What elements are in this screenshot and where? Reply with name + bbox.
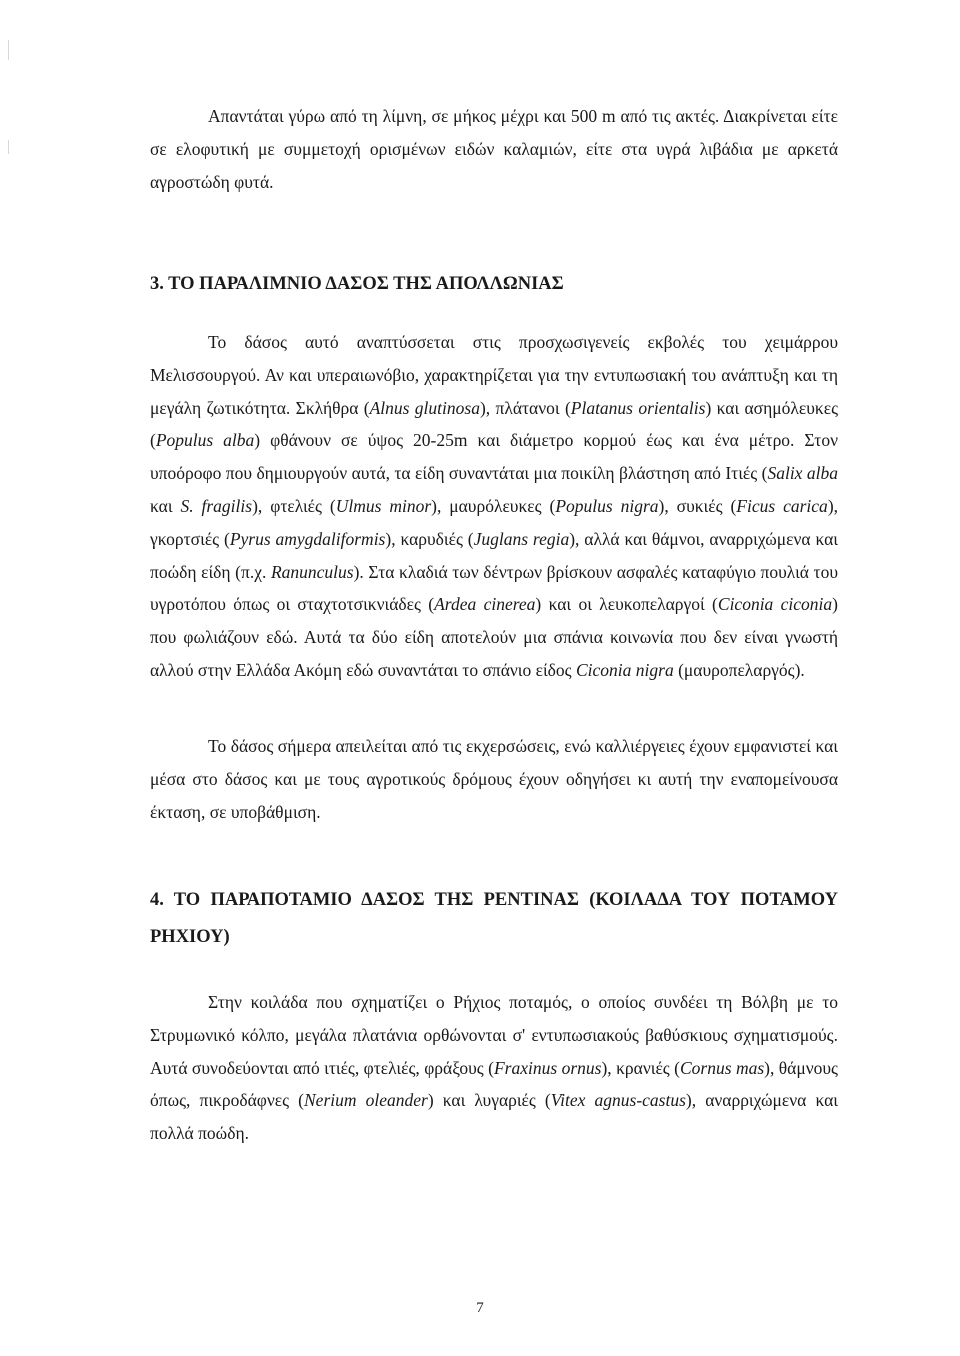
species-name: Platanus orientalis — [570, 397, 706, 418]
species-name: Ulmus minor — [335, 495, 432, 516]
scan-mark — [8, 140, 9, 154]
species-name: Ardea cinerea — [434, 594, 536, 615]
section-4-heading: 4. ΤΟ ΠΑΡΑΠΟΤΑΜΙΟ ΔΑΣΟΣ ΤΗΣ ΡΕΝΤΙΝΑΣ (ΚΟΙΛΑΔΑ ΤΟΥ ΠΟΤΑΜΟΥ ΡΗΧΙΟΥ) — [150, 890, 838, 947]
species-name: Populus nigra — [555, 495, 659, 516]
section-3-paragraph-1: Το δάσος αυτό αναπτύσσεται στις προσχωσιγενείς εκβολές του χειμάρρου Μελισσουργού. Αν και υπεραιωνόβιο, χαρακτηρίζεται για την εντυπωσιακή του ανάπτυξη και τη μεγάλη ζωτικότητα. Σκλήθρα (Alnus glutinosa), πλάτανοι (Platanus orientalis) και ασημόλευκες (Populus alba) φθάνουν σε ύψος 20-25m και διάμετρο κορμού έως και ένα μέτρο. Στον υποόροφο που δημιουργούν αυτά, τα είδη συναντάται μια ποικίλη βλάστηση από Ιτιές (Salix alba και S. fragilis), φτελιές (Ulmus minor), μαυρόλευκες (Populus nigra), συκιές (Ficus carica), γκορτσιές (Pyrus amygdaliformis), καρυδιές (Juglans regia), αλλά και θάμνοι, αναρριχώμενα και ποώδη είδη (π.χ. Ranunculus). Στα κλαδιά των δέντρων βρίσκουν ασφαλές καταφύγιο πουλιά του υγροτόπου όπως οι σταχτοτσικνιάδες (Ardea cinerea) και οι λευκοπελαργοί (Ciconia ciconia) που φωλιάζουν εδώ. Αυτά τα δύο είδη αποτελούν μια σπάνια κοινωνία που δεν είναι γνωστή αλλού στην Ελλάδα Ακόμη εδώ συναντάται το σπάνιο είδος Ciconia nigra (μαυροπελαργός). — [150, 332, 839, 680]
species-name: Pyrus amygdaliformis — [229, 528, 386, 549]
species-name: S. fragilis — [180, 495, 253, 516]
species-name: Salix alba — [767, 463, 838, 484]
species-name: Populus alba — [155, 430, 255, 451]
species-name: Nerium oleander — [304, 1090, 428, 1111]
species-name: Alnus glutinosa — [369, 397, 480, 418]
page-number: 7 — [476, 1300, 484, 1316]
species-name: Ranunculus — [270, 561, 354, 582]
section-4-paragraph-1: Στην κοιλάδα που σχηματίζει ο Ρήχιος ποταμός, ο οποίος συνδέει τη Βόλβη με το Στρυμωνικό κόλπο, μεγάλα πλατάνια ορθώνονται σ' εντυπωσιακούς βαθύσκιους σχηματισμούς. Αυτά συνοδεύονται από ιτιές, φτελιές, φράξους (Fraxinus ornus), κρανιές (Cornus mas), θάμνους όπως, πικροδάφνες (Nerium oleander) και λυγαριές (Vitex agnus-castus), αναρριχώμενα και πολλά ποώδη. — [150, 992, 838, 1144]
species-name: Juglans regia — [473, 528, 570, 549]
species-name: Fraxinus ornus — [493, 1057, 602, 1078]
section-3-heading: 3. ΤΟ ΠΑΡΑΛΙΜΝΙΟ ΔΑΣΟΣ ΤΗΣ ΑΠΟΛΛΩΝΙΑΣ — [150, 274, 564, 294]
species-name: Ficus carica — [736, 495, 828, 516]
species-name: Cornus mas — [679, 1057, 765, 1078]
intro-paragraph: Απαντάται γύρω από τη λίμνη, σε μήκος μέχρι και 500 m από τις ακτές. Διακρίνεται είτε σε ελοφυτική με συμμετοχή ορισμένων ειδών καλαμιών, είτε στα υγρά λιβάδια με αρκετά αγροστώδη φυτά. — [150, 106, 838, 192]
scan-mark — [8, 40, 9, 60]
species-name: Vitex agnus-castus — [550, 1090, 686, 1111]
species-name: Ciconia ciconia — [717, 594, 833, 615]
species-name: Ciconia nigra — [575, 659, 674, 680]
section-3-paragraph-2: Το δάσος σήμερα απειλείται από τις εκχερσώσεις, ενώ καλλιέργειες έχουν εμφανιστεί και μέσα στο δάσος και με τους αγροτικούς δρόμους έχουν οδηγήσει κι αυτή την εναπομείνουσα έκταση, σε υποβάθμιση. — [150, 736, 838, 822]
